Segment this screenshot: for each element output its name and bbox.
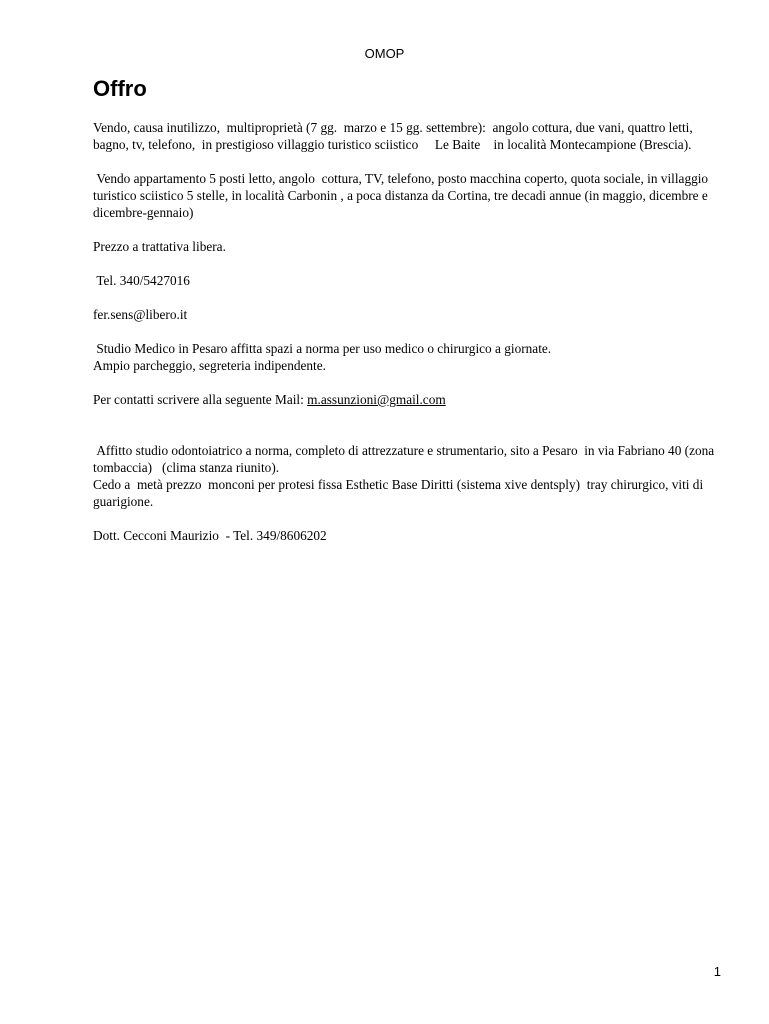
ad-multiproprieta: Vendo, causa inutilizzo, multiproprietà (7 gg. marzo e 15 gg. settembre): angolo cottura, due vani, quattro letti, bagno, tv, telefono, in prestigioso villaggio turistico sciistico Le Baite in località Montecampione (Brescia). bbox=[93, 120, 696, 152]
page-title: Offro bbox=[93, 76, 147, 101]
page-header: OMOP bbox=[364, 46, 405, 61]
price-note: Prezzo a trattativa libera. bbox=[93, 239, 226, 254]
contact-label: Per contatti scrivere alla seguente Mail: bbox=[93, 392, 308, 407]
doctor-contact: Dott. Cecconi Maurizio - Tel. 349/8606202 bbox=[93, 528, 327, 543]
contact-email: fer.sens@libero.it bbox=[93, 307, 188, 322]
phone-number: Tel. 340/5427016 bbox=[93, 273, 190, 288]
contact-line bbox=[93, 391, 723, 408]
ad-studio-medico: Studio Medico in Pesaro affitta spazi a norma per uso medico o chirurgico a giornate. bbox=[93, 341, 552, 356]
ad-appartamento: Vendo appartamento 5 posti letto, angolo cottura, TV, telefono, posto macchina coperto, quota sociale, in villaggio turistico sciistico 5 stelle, in località Carbonin , a poca distanza da Cortina, tre decadi annue (in maggio, dicembre e dicembre-gennaio) bbox=[93, 171, 712, 220]
ad-studio-medico-parking: Ampio parcheggio, segreteria indipendente. bbox=[93, 358, 326, 373]
ad-studio-odontoiatrico: Affitto studio odontoiatrico a norma, completo di attrezzature e strumentario, sito a Pesaro in via Fabriano 40 (zona tombaccia) (clima stanza riunito). bbox=[93, 443, 718, 475]
email-link[interactable]: m.assunzioni@gmail.com bbox=[307, 392, 446, 407]
ad-monconi: Cedo a metà prezzo monconi per protesi fissa Esthetic Base Diritti (sistema xive dentsply) tray chirurgico, viti di guarigione. bbox=[93, 477, 707, 509]
page-number: 1 bbox=[713, 964, 721, 979]
document-body bbox=[93, 119, 723, 561]
